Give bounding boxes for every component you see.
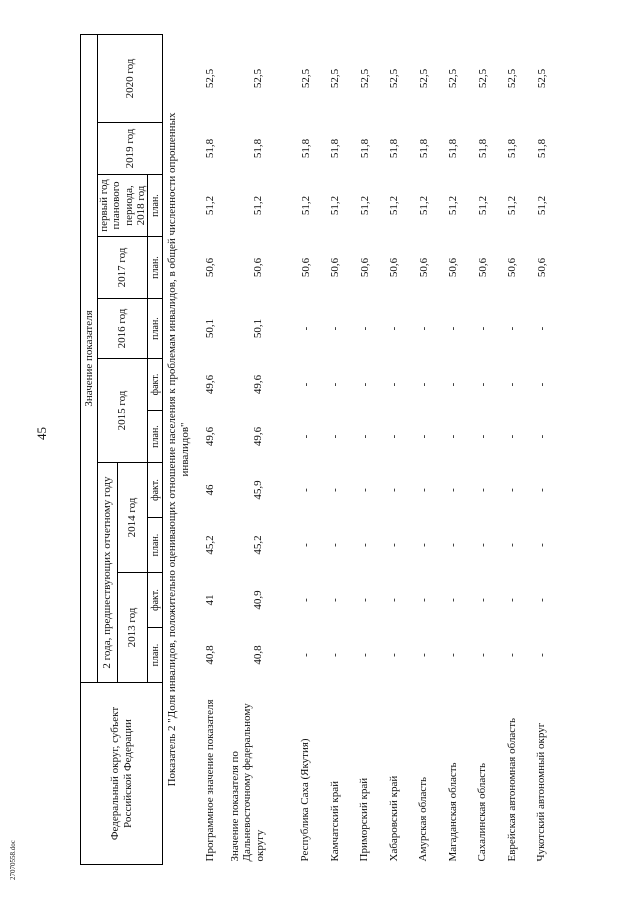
- value-cell: -: [535, 326, 548, 331]
- value-cell: -: [535, 653, 548, 657]
- value-cell: -: [506, 382, 518, 387]
- value-cell: -: [417, 653, 430, 657]
- value-cell: -: [417, 326, 430, 331]
- value-cell: -: [388, 488, 400, 492]
- table-body: [163, 34, 557, 864]
- fact-label: факт.: [148, 463, 163, 518]
- two-years-header: 2 года, предшествующих отчетному году: [98, 463, 118, 683]
- table-row: [225, 34, 291, 864]
- value-cell: 51,2: [204, 195, 216, 216]
- value-cell: 50,6: [358, 257, 371, 278]
- value-cell: -: [476, 434, 489, 439]
- value-cell: -: [388, 543, 400, 547]
- value-cell: 51,2: [299, 195, 312, 216]
- value-cell: -: [299, 326, 312, 331]
- value-cell: 46: [204, 484, 216, 496]
- value-cell: 50,6: [388, 257, 400, 278]
- value-cell: -: [506, 326, 518, 331]
- value-cell: -: [299, 598, 312, 602]
- value-cell: 50,1: [204, 318, 216, 339]
- table-row: [350, 34, 380, 864]
- value-cell: -: [299, 382, 312, 387]
- row-name: Программное значение показателя: [203, 699, 216, 862]
- value-cell: 51,8: [299, 138, 312, 159]
- year-2013-header: 2013 год: [117, 573, 147, 683]
- plan-label: план.: [148, 175, 163, 237]
- year-2014-header: 2014 год: [117, 463, 147, 573]
- value-cell: -: [358, 488, 371, 492]
- value-cell: 51,2: [535, 195, 548, 216]
- value-cell: -: [329, 653, 341, 657]
- indicator-table: [80, 34, 556, 865]
- value-cell: -: [506, 598, 518, 602]
- value-cell: 41: [204, 594, 216, 606]
- row-name: Хабаровский край: [387, 775, 400, 862]
- value-cell: 45,2: [204, 535, 216, 555]
- section-row: [163, 34, 196, 864]
- fact-label: факт.: [148, 359, 163, 411]
- row-name: Еврейская автономная область: [505, 717, 518, 862]
- year-2020-header: 2020 год: [98, 34, 163, 122]
- value-cell: 49,6: [204, 426, 216, 447]
- value-cell: -: [506, 434, 518, 439]
- value-cell: 51,8: [417, 138, 430, 159]
- value-cell: 51,2: [329, 195, 341, 216]
- plan-label: план.: [148, 299, 163, 359]
- value-cell: -: [299, 434, 312, 439]
- value-cell: -: [329, 488, 341, 492]
- value-cell: -: [476, 598, 489, 602]
- value-cell: -: [358, 598, 371, 602]
- value-cell: -: [506, 543, 518, 547]
- value-cell: -: [329, 598, 341, 602]
- plan-label: план.: [148, 237, 163, 299]
- row-name: Амурская область: [417, 776, 430, 862]
- table-row: [379, 34, 409, 864]
- year-2017-header: 2017 год: [98, 237, 148, 299]
- section-title: Показатель 2 "Доля инвалидов, положительно оценивающих отношение населения к проблемам инвалидов, в общей численности опрошенных инвалидов": [166, 112, 192, 787]
- table-row: [527, 34, 557, 864]
- table-row: [291, 34, 321, 864]
- document-code: 27070558.doc: [9, 840, 17, 880]
- value-cell: -: [417, 598, 430, 602]
- value-cell: -: [447, 543, 459, 547]
- value-cell: 45,2: [251, 535, 264, 555]
- value-cell: -: [417, 434, 430, 439]
- value-cell: 40,9: [251, 590, 264, 610]
- value-cell: 52,5: [476, 68, 489, 89]
- value-cell: -: [535, 434, 548, 439]
- value-cell: -: [299, 488, 312, 492]
- value-cell: -: [535, 598, 548, 602]
- value-cell: 50,1: [251, 318, 264, 339]
- value-cell: 51,8: [204, 138, 216, 159]
- value-cell: 50,6: [251, 257, 264, 278]
- value-cell: -: [447, 653, 459, 657]
- year-2016-header: 2016 год: [98, 299, 148, 359]
- value-cell: -: [447, 488, 459, 492]
- value-cell: 40,8: [251, 645, 264, 665]
- value-cell: -: [388, 653, 400, 657]
- row-name: Значение показателя по Дальневосточному федеральному округу: [228, 703, 267, 862]
- table-row: [468, 34, 498, 864]
- value-cell: 52,5: [535, 68, 548, 89]
- rotated-page: [80, 35, 610, 865]
- value-cell: -: [299, 653, 312, 657]
- table-row: [409, 34, 439, 864]
- value-cell: 52,5: [329, 68, 341, 89]
- value-cell: 52,5: [204, 68, 216, 89]
- value-cell: -: [388, 326, 400, 331]
- value-cell: 51,8: [251, 138, 264, 159]
- value-cell: -: [358, 326, 371, 331]
- value-cell: 52,5: [299, 68, 312, 89]
- value-cell: -: [417, 543, 430, 547]
- value-cell: -: [535, 543, 548, 547]
- value-cell: -: [476, 488, 489, 492]
- value-cell: -: [329, 543, 341, 547]
- value-cell: -: [476, 543, 489, 547]
- value-cell: -: [447, 326, 459, 331]
- subject-header: Федеральный округ, субъект Российской Федерации: [81, 683, 163, 865]
- row-name: Республика Саха (Якутия): [299, 738, 312, 862]
- row-name: Камчатский край: [328, 781, 341, 862]
- value-cell: 51,2: [388, 195, 400, 216]
- value-cell: -: [535, 382, 548, 387]
- year-2019-header: 2019 год: [98, 123, 163, 175]
- value-cell: 51,8: [476, 138, 489, 159]
- page-number: 45: [34, 427, 49, 440]
- value-cell: 50,6: [506, 257, 518, 278]
- value-cell: 51,2: [447, 195, 459, 216]
- table-row: [320, 34, 350, 864]
- value-cell: -: [329, 434, 341, 439]
- year-2018-header: первый год планового периода, 2018 год: [98, 175, 148, 237]
- value-cell: 51,8: [447, 138, 459, 159]
- value-cell: 50,6: [329, 257, 341, 278]
- row-name: Сахалинская область: [476, 763, 489, 862]
- value-cell: -: [476, 653, 489, 657]
- row-name: Магаданская область: [446, 762, 459, 862]
- value-cell: 51,2: [358, 195, 371, 216]
- value-cell: -: [358, 543, 371, 547]
- year-2015-header: 2015 год: [98, 359, 148, 463]
- value-cell: -: [388, 434, 400, 439]
- value-cell: -: [447, 598, 459, 602]
- value-cell: 52,5: [388, 68, 400, 89]
- row-name: Чукотский автономный округ: [535, 722, 548, 862]
- value-cell: 50,6: [417, 257, 430, 278]
- table-row: [438, 34, 468, 864]
- value-cell: 52,5: [447, 68, 459, 89]
- plan-label: план.: [148, 518, 163, 573]
- value-cell: 51,8: [358, 138, 371, 159]
- indicator-values-header: Значение показателя: [81, 34, 98, 682]
- value-cell: 50,6: [535, 257, 548, 278]
- value-cell: -: [329, 326, 341, 331]
- value-cell: 50,6: [447, 257, 459, 278]
- value-cell: -: [388, 382, 400, 387]
- value-cell: -: [476, 382, 489, 387]
- value-cell: 51,2: [251, 195, 264, 216]
- value-cell: 51,2: [417, 195, 430, 216]
- value-cell: -: [358, 382, 371, 387]
- plan-label: план.: [148, 411, 163, 463]
- row-name: Приморский край: [358, 777, 371, 862]
- value-cell: 52,5: [251, 68, 264, 89]
- value-cell: -: [417, 382, 430, 387]
- value-cell: 49,6: [204, 374, 216, 395]
- value-cell: 52,5: [358, 68, 371, 89]
- value-cell: -: [358, 653, 371, 657]
- value-cell: 51,2: [506, 195, 518, 216]
- value-cell: 52,5: [417, 68, 430, 89]
- plan-label: план.: [148, 628, 163, 683]
- value-cell: 51,8: [388, 138, 400, 159]
- value-cell: -: [447, 382, 459, 387]
- value-cell: 45,9: [251, 480, 264, 500]
- table-header: [81, 34, 163, 864]
- value-cell: -: [417, 488, 430, 492]
- table-row: [497, 34, 527, 864]
- value-cell: 49,6: [251, 426, 264, 447]
- value-cell: 51,8: [535, 138, 548, 159]
- value-cell: -: [476, 326, 489, 331]
- value-cell: 40,8: [204, 645, 216, 665]
- value-cell: -: [506, 488, 518, 492]
- value-cell: 49,6: [251, 374, 264, 395]
- value-cell: -: [506, 653, 518, 657]
- value-cell: -: [299, 543, 312, 547]
- table-row: [195, 34, 225, 864]
- value-cell: -: [358, 434, 371, 439]
- value-cell: -: [447, 434, 459, 439]
- value-cell: -: [388, 598, 400, 602]
- value-cell: 50,6: [204, 257, 216, 278]
- value-cell: 51,2: [476, 195, 489, 216]
- value-cell: 51,8: [329, 138, 341, 159]
- value-cell: 51,8: [506, 138, 518, 159]
- value-cell: -: [329, 382, 341, 387]
- fact-label: факт.: [148, 573, 163, 628]
- value-cell: -: [535, 488, 548, 492]
- value-cell: 52,5: [506, 68, 518, 89]
- value-cell: 50,6: [299, 257, 312, 278]
- value-cell: 50,6: [476, 257, 489, 278]
